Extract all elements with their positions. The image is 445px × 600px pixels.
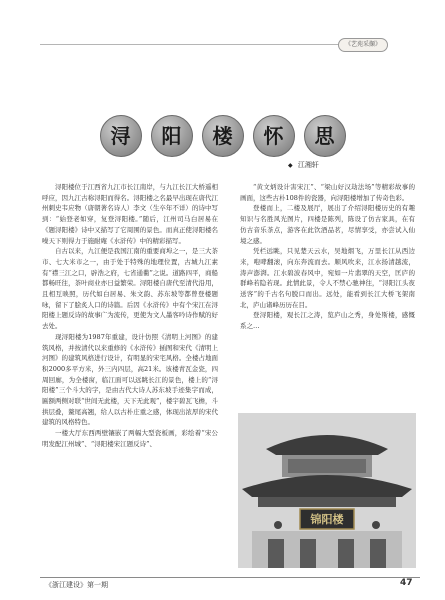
body-paragraph: 自古以来，九江便是我国江南的重要商埠之一，是三大茶市、七大米市之一，由于处于特殊的地理位置，古城九江素有“襟三江之口，辟浩之府，七省通衢”之说。道路四平，商船都畅旺往，茶叶商业亦日益繁荣。浔阳楼自唐代至清代沿用，且相互映照，历代如白居易、朱文韵、苏东坡等都曾登楼题咏，留下了脍炙人口的诗篇。后因《水浒传》中有个宋江在浔阳楼上题反诗的故事广为流传，更使为文人墨客吟诗作赋的好去处。 [42,247,218,331]
signboard-text: 锦阳楼 [310,513,344,526]
body-column-left [42,182,218,450]
title-char: 思 [304,115,346,157]
body-paragraph: 浔阳楼位于江西省九江市长江南岸，与九江长江大桥遥相呼应，因九江古称浔阳而得名。浔阳楼之名最早出现在唐代江州刺史韦应物（唐朝著名诗人）李文（生卒年不详）的诗中写到：“始登老如穿，复登浔阳楼。”随后，江州司马白居易在《题浔阳楼》诗中又描写了它周围的景色。而真正使浔阳楼名噪天下则得力于施耐庵《水浒传》中的精彩描写。 [42,183,218,245]
xunyang-tower-photo [238,413,416,568]
article-title [0,115,445,157]
body-paragraph: “黄文炳设计害宋江”、“梁山好汉劫法场”等精彩故事的画面，这些古朴108件的瓷器，向浔阳楼增加了传奇色彩。 [240,183,415,202]
header-rule [40,44,340,45]
author-byline [288,160,319,170]
tower-illustration [238,413,416,568]
body-paragraph: 登楼而上，二楼及展厅，展出了介绍浔阳楼历史的有趣知识与名胜风光图片，四楼是陈列，陈设了仿古家具，在有仿古音乐茶点，游客在此饮酒品茗，尽情享受，亦尝试入仙境之感。 [240,204,415,245]
footer-rule [40,577,420,578]
body-column-right [240,182,415,332]
page-number: 47 [400,578,413,588]
author-name: 江湘轩 [297,161,319,169]
title-char: 怀 [253,115,295,157]
body-paragraph: 一楼大厅东西两壁镶嵌了两幅大型瓷板画，彩绘着“宋公明发配江州城”、“浔阳楼宋江题反诗”、 [42,429,218,448]
body-paragraph: 现浔阳楼为1987年重建，设计仿照《清明上河图》的建筑风格，并按清代以来重修的《水浒传》插图和宋代《清明上河图》的建筑风格进行设计，有明显的宋宅风格。全楼占地面积2000多平方米，外三内四层，高21米。该楼青瓦金瓷，四周回廊，为全楼窗，临江面可以远眺长江的景色，楼上的“浔阳楼”三个斗大的字，是由古代大诗人苏东坡手迹集字而成，匾额两侧对联“世间无此楼，天下无此观”，楼宇碧瓦飞檐，斗拱层叠，鳌尾高翘，给人以古朴庄重之感，体现出浓厚的宋代建筑的风格特色。 [42,332,218,427]
body-paragraph: 凭栏远眺，只见楚天云水，吴地烟飞，万里长江从西边来，咆哮翻滚，向东奔流而去。顺风吹来，江水扬清越流，涛声澎湃。江水碧波春风中，宛如一片翡翠的天空，匡庐的群峰若隐若现。此情此景，令人不禁心驰神往，“浔阳江头夜送客”的千古名句脱口而出。远处，能看到长江大桥飞架南北，庐山诸峰历历在目。 [240,247,415,309]
title-char: 阳 [151,115,193,157]
journal-name: 《浙江建设》第一期 [45,581,108,589]
diamond-icon: ◆ [288,162,293,169]
title-char: 浔 [100,115,142,157]
title-char: 楼 [202,115,244,157]
section-tag: 《艺苑采撷》 [338,38,388,52]
body-paragraph: 登浔阳楼，观长江之涛，览庐山之秀，身处斯楼，感慨系之… [240,311,415,331]
